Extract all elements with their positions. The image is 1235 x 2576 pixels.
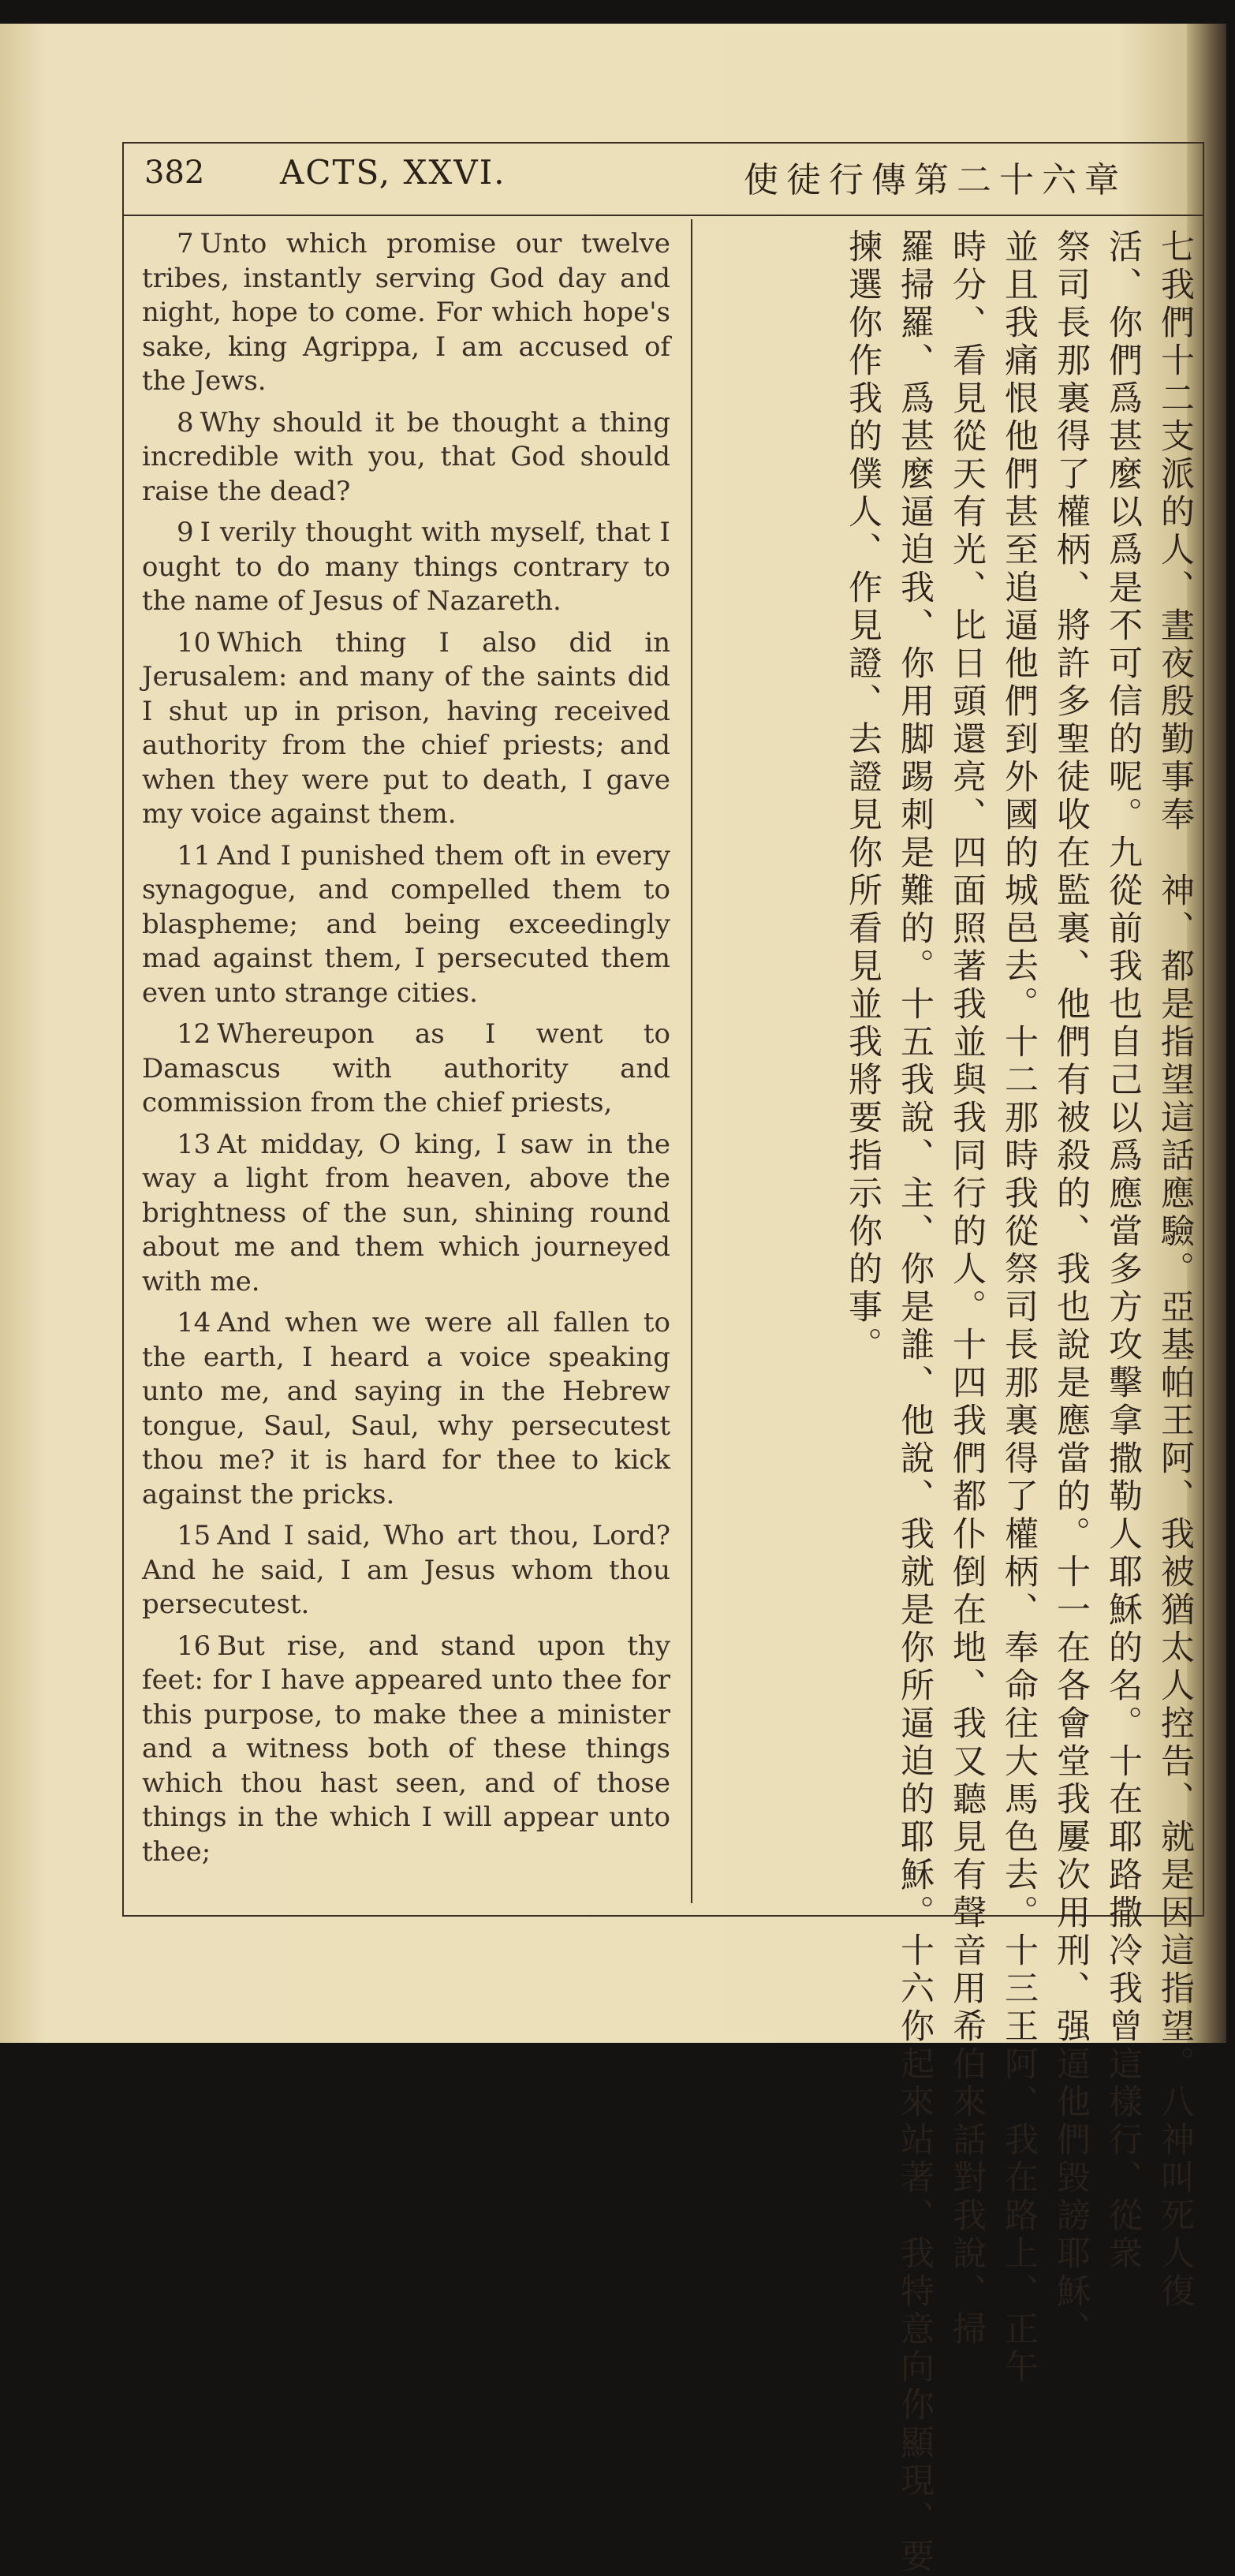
verse: [142, 839, 670, 1011]
verse: [142, 1128, 670, 1300]
verse-number: 12: [177, 1018, 211, 1050]
verse-number: 10: [177, 626, 211, 659]
chinese-running-title: 使徒行傳第二十六章: [744, 160, 1127, 200]
chinese-text-column: [694, 229, 1199, 2576]
english-text-column: [142, 227, 670, 1891]
verse-text: And I said, Who art thou, Lord? And he said, I am Jesus whom thou persecutest.: [142, 1520, 670, 1620]
verse-number: 11: [177, 839, 211, 872]
chinese-text-line: 七我們十二支派的人、晝夜殷勤事奉 神、都是指望這話應驗。亞基帕王阿、我被猶太人控告、就是因這指望。八神叫死人復: [1155, 229, 1195, 2311]
verse-text: At midday, O king, I saw in the way a light from heaven, above the brightness of the sun, shining round about me and them which journeyed with me.: [142, 1128, 670, 1297]
chinese-text-line: 羅掃羅、爲甚麼逼迫我、你用脚踢刺是難的。十五我說、主、你是誰、他說、我就是你所逼迫的耶穌。十六你起來站著、我特意向你顯現、要: [895, 229, 935, 2576]
running-title: ACTS, XXVI.: [280, 153, 506, 192]
verse-text: Why should it be thought a thing incredible with you, that God should raise the dead?: [142, 406, 670, 507]
verse-text: Which thing I also did in Jerusalem: and many of the saints did I shut up in prison, having received authority from the chief priests; and when they were put to death, I gave my voice against them.: [142, 626, 670, 830]
verse-text: Unto which promise our twelve tribes, instantly serving God day and night, hope to come. For which hope's sake, king Agrippa, I am accused of the Jews.: [142, 228, 670, 397]
verse: [142, 1630, 670, 1870]
header-rule: [122, 215, 1203, 216]
verse: [142, 1519, 670, 1622]
verse: [142, 626, 670, 832]
verse-text: I verily thought with myself, that I ought to do many things contrary to the name of Jesus of Nazareth.: [142, 517, 670, 617]
running-header: [122, 142, 1203, 215]
verse-text: Whereupon as I went to Damascus with authority and commission from the chief priests,: [142, 1018, 670, 1118]
verse-number: 14: [177, 1307, 211, 1338]
verse: [142, 516, 670, 619]
verse-text: And I punished them oft in every synagogue, and compelled them to blaspheme; and being exceedingly mad against them, I persecuted them even unto strange cities.: [142, 839, 670, 1009]
chinese-text-line: 並且我痛恨他們甚至追逼他們到外國的城邑去。十二那時我從祭司長那裏得了權柄、奉命往大馬色去。十三王阿、我在路上、正午: [999, 229, 1039, 2387]
chinese-text-line: 活、你們爲甚麼以爲是不可信的呢。九從前我也自己以爲應當多方攻擊拿撒勒人耶穌的名。十在耶路撒冷我曾這樣行、從衆: [1103, 229, 1143, 2273]
verse-number: 16: [177, 1630, 211, 1662]
verse-number: 7: [177, 228, 194, 259]
verse: [142, 406, 670, 510]
verse-number: 9: [177, 517, 194, 548]
chinese-text-line: 揀選你作我的僕人、作見證、去證見你所看見並我將要指示你的事。: [843, 229, 882, 1365]
verse-text: And when we were all fallen to the earth, I heard a voice speaking unto me, and saying in the Hebrew tongue, Saul, Saul, why persecutest thou me? it is hard for thee to kick against the pricks.: [142, 1307, 670, 1510]
verse-number: 13: [177, 1128, 211, 1160]
page-number: 382: [144, 155, 205, 191]
verse-number: 8: [177, 406, 194, 439]
verse-text: But rise, and stand upon thy feet: for I have appeared unto thee for this purpose, to make thee a minister and a witness both of these things which thou hast seen, and of those things in the which I will appear unto thee;: [142, 1630, 670, 1868]
verse: [142, 1017, 670, 1121]
column-divider: [691, 219, 692, 1903]
verse-number: 15: [177, 1520, 211, 1551]
verse: [142, 1306, 670, 1512]
verse: [142, 227, 670, 399]
chinese-text-line: 祭司長那裏得了權柄、將許多聖徒收在監裏、他們有被殺的、我也說是應當的。十一在各會堂我屢次用刑、强逼他們毀謗耶穌、: [1051, 229, 1091, 2349]
bottom-rule: [122, 1915, 1203, 1917]
chinese-text-line: 時分、看見從天有光、比日頭還亮、四面照著我並與我同行的人。十四我們都仆倒在地、我又聽見有聲音用希伯來話對我說、掃: [947, 229, 987, 2349]
